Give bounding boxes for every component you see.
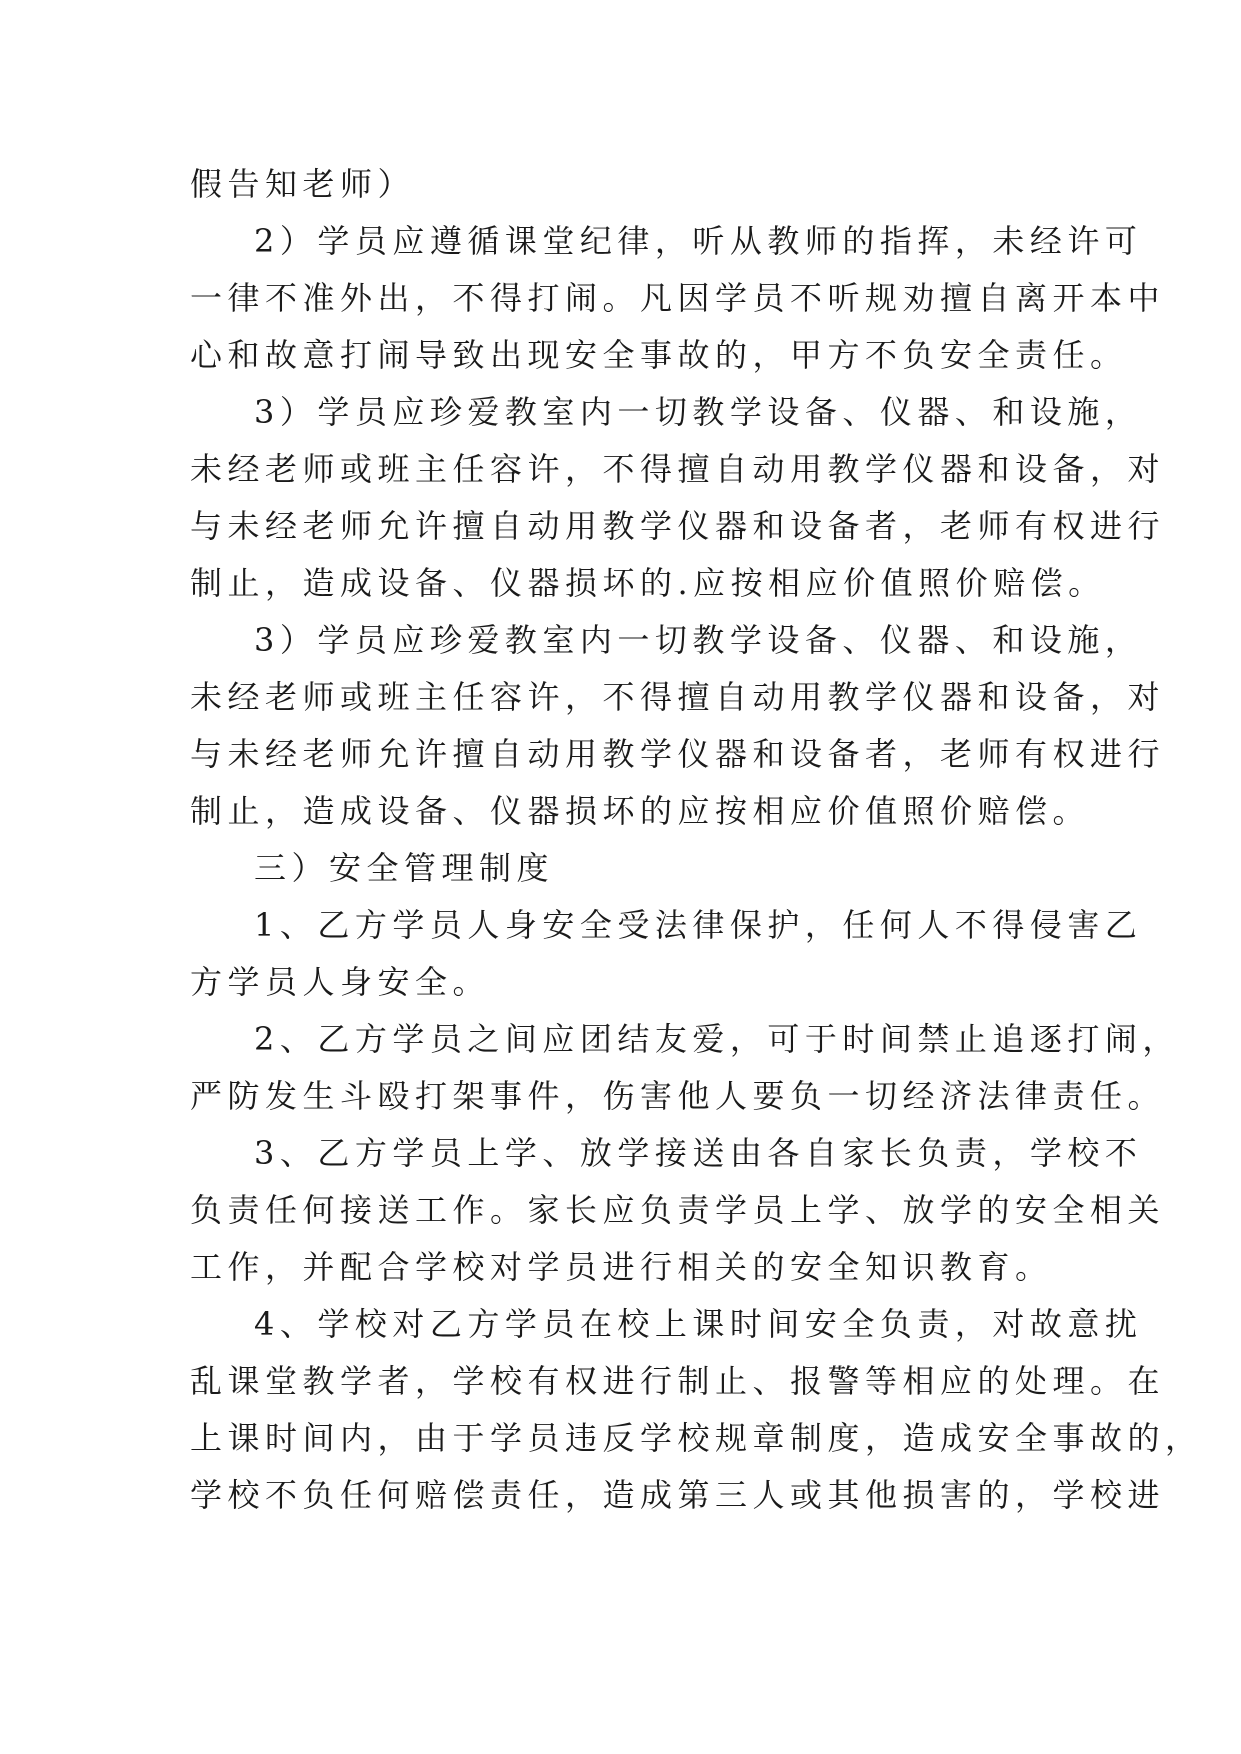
text-line: 方学员人身安全。 xyxy=(190,963,491,1001)
clause-2-start: 2、乙方学员之间应团结友爱，可于时间禁止追逐打闹， xyxy=(254,1020,1180,1058)
text-line: 严防发生斗殴打架事件，伤害他人要负一切经济法律责任。 xyxy=(190,1077,1166,1115)
clause-3-start: 3、乙方学员上学、放学接送由各自家长负责，学校不 xyxy=(254,1134,1143,1172)
text-line: 未经老师或班主任容许，不得擅自动用教学仪器和设备，对 xyxy=(190,450,1166,488)
text-line: 心和故意打闹导致出现安全事故的，甲方不负安全责任。 xyxy=(190,336,1128,374)
text-line: 假告知老师） xyxy=(190,165,416,203)
clause-4-start: 4、学校对乙方学员在校上课时间安全负责，对故意扰 xyxy=(254,1305,1143,1343)
text-line: 乱课堂教学者，学校有权进行制止、报警等相应的处理。在 xyxy=(190,1362,1166,1400)
paragraph-3-repeat-start: 3）学员应珍爱教室内一切教学设备、仪器、和设施， xyxy=(254,621,1143,659)
text-line: 与未经老师允许擅自动用教学仪器和设备者，老师有权进行 xyxy=(190,507,1166,545)
text-line: 制止，造成设备、仪器损坏的应按相应价值照价赔偿。 xyxy=(190,792,1091,830)
text-line: 工作，并配合学校对学员进行相关的安全知识教育。 xyxy=(190,1248,1053,1286)
text-line: 与未经老师允许擅自动用教学仪器和设备者，老师有权进行 xyxy=(190,735,1166,773)
text-line: 学校不负任何赔偿责任，造成第三人或其他损害的，学校进 xyxy=(190,1476,1166,1514)
text-line: 制止，造成设备、仪器损坏的.应按相应价值照价赔偿。 xyxy=(190,564,1106,602)
document-body xyxy=(190,156,1203,1524)
text-line: 一律不准外出，不得打闹。凡因学员不听规劝擅自离开本中 xyxy=(190,279,1166,317)
text-line: 上课时间内，由于学员违反学校规章制度，造成安全事故的， xyxy=(190,1419,1203,1457)
clause-1-start: 1、乙方学员人身安全受法律保护，任何人不得侵害乙 xyxy=(254,906,1143,944)
paragraph-3-start: 3）学员应珍爱教室内一切教学设备、仪器、和设施， xyxy=(254,393,1143,431)
paragraph-2-start: 2）学员应遵循课堂纪律，听从教师的指挥，未经许可 xyxy=(254,222,1143,260)
text-line: 未经老师或班主任容许，不得擅自动用教学仪器和设备，对 xyxy=(190,678,1166,716)
text-line: 负责任何接送工作。家长应负责学员上学、放学的安全相关 xyxy=(190,1191,1166,1229)
section-heading: 三）安全管理制度 xyxy=(254,849,555,887)
